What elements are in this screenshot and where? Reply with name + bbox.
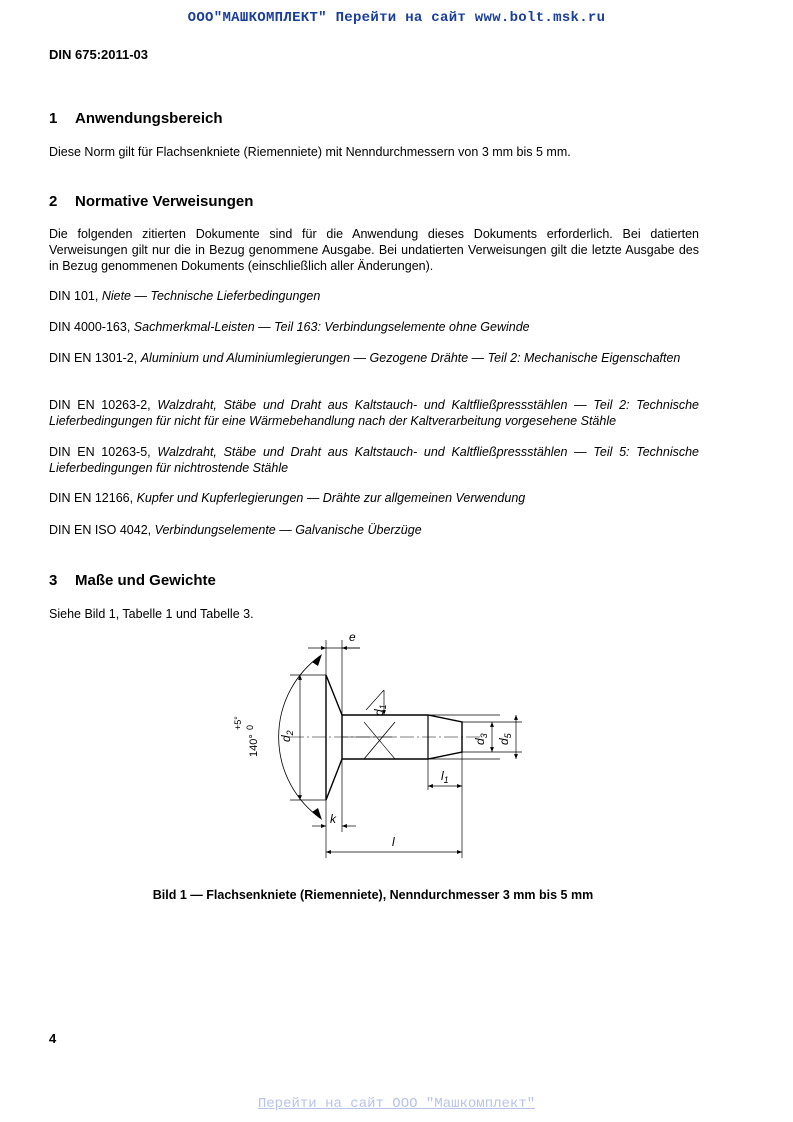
reference-code: DIN EN 1301-2, xyxy=(49,351,138,365)
reference-code: DIN EN 10263-2, xyxy=(49,398,151,412)
label-d1-main: d xyxy=(372,709,386,716)
label-d3 xyxy=(473,733,489,745)
reference-code: DIN EN 12166, xyxy=(49,491,134,505)
section-3-title: Maße und Gewichte xyxy=(75,572,216,589)
rivet-head xyxy=(326,675,342,800)
label-d1 xyxy=(372,704,388,716)
section-2-title: Normative Verweisungen xyxy=(75,193,254,210)
document-id: DIN 675:2011-03 xyxy=(49,47,149,62)
reference-code: DIN 4000-163, xyxy=(49,320,131,334)
label-l: l xyxy=(392,835,395,849)
reference-code: DIN 101, xyxy=(49,289,99,303)
page-number: 4 xyxy=(49,1031,57,1046)
label-l1-main: l xyxy=(441,769,444,783)
label-d5 xyxy=(497,732,513,745)
label-d3-main: d xyxy=(473,738,487,745)
label-d2-sub: 2 xyxy=(285,730,295,736)
reference-title: Kupfer und Kupferlegierungen — Drähte zur allgemeinen Verwendung xyxy=(136,491,526,505)
reference-title: Aluminium und Aluminiumlegierungen — Gezogene Drähte — Teil 2: Mechanische Eigenschaften xyxy=(140,351,681,365)
reference-title: Walzdraht, Stäbe und Draht aus Kaltstauch- und Kaltfließpressstählen — Teil 2: Technische Lieferbedingungen für nicht für eine Wärmebehandlung nach der Kaltverarbeitung vorgesehene Stähle xyxy=(49,398,699,428)
reference-title: Verbindungselemente — Galvanische Überzüge xyxy=(154,523,422,537)
section-2-number: 2 xyxy=(49,193,58,210)
site-banner-link[interactable]: ООО"МАШКОМПЛЕКТ" Перейти на сайт www.bolt.msk.ru xyxy=(187,10,606,26)
label-k: k xyxy=(330,812,336,826)
reference-code: DIN EN ISO 4042, xyxy=(49,523,152,537)
label-d3-sub: 3 xyxy=(479,733,489,739)
label-tol-upper: +5° xyxy=(233,716,243,730)
section-1-title: Anwendungsbereich xyxy=(75,110,223,127)
reference-title: Sachmerkmal-Leisten — Teil 163: Verbindungselemente ohne Gewinde xyxy=(133,320,530,334)
label-d1-sub: 1 xyxy=(378,704,388,710)
section-1-text: Diese Norm gilt für Flachsenkniete (Riemenniete) mit Nenndurchmessern von 3 mm bis 5 mm. xyxy=(49,145,571,159)
reference-title: Walzdraht, Stäbe und Draht aus Kaltstauch- und Kaltfließpressstählen — Teil 5: Technische Lieferbedingungen für nichtrostende Stähle xyxy=(49,445,699,475)
label-d5-main: d xyxy=(497,738,511,745)
label-d2-main: d xyxy=(279,735,293,742)
label-tol-lower: 0 xyxy=(245,724,255,730)
footer-site-link[interactable]: Перейти на сайт ООО "Машкомплект" xyxy=(257,1096,536,1112)
section-3-text: Siehe Bild 1, Tabelle 1 und Tabelle 3. xyxy=(49,607,254,621)
reference-code: DIN EN 10263-5, xyxy=(49,445,151,459)
label-l1-sub: 1 xyxy=(443,775,449,785)
label-d2 xyxy=(279,730,295,742)
figure-caption: Bild 1 — Flachsenkniete (Riemenniete), Nenndurchmesser 3 mm bis 5 mm xyxy=(152,888,594,902)
label-e: e xyxy=(349,630,356,644)
section-3-number: 3 xyxy=(49,572,58,589)
reference-title: Niete — Technische Lieferbedingungen xyxy=(101,289,321,303)
section-1-number: 1 xyxy=(49,110,58,127)
label-angle: 140° xyxy=(248,734,260,757)
label-d5-sub: 5 xyxy=(503,733,513,739)
section-2-intro: Die folgenden zitierten Dokumente sind für die Anwendung dieses Dokuments erforderlich. Bei datierten Verweisungen gilt nur die in Bezug genommene Ausgabe. Bei undatierten Verweisungen gilt die letzte Ausgabe des in Bezug genommenen Dokuments (einschließlich aller Änderungen). xyxy=(49,227,699,273)
label-l1 xyxy=(441,769,449,785)
